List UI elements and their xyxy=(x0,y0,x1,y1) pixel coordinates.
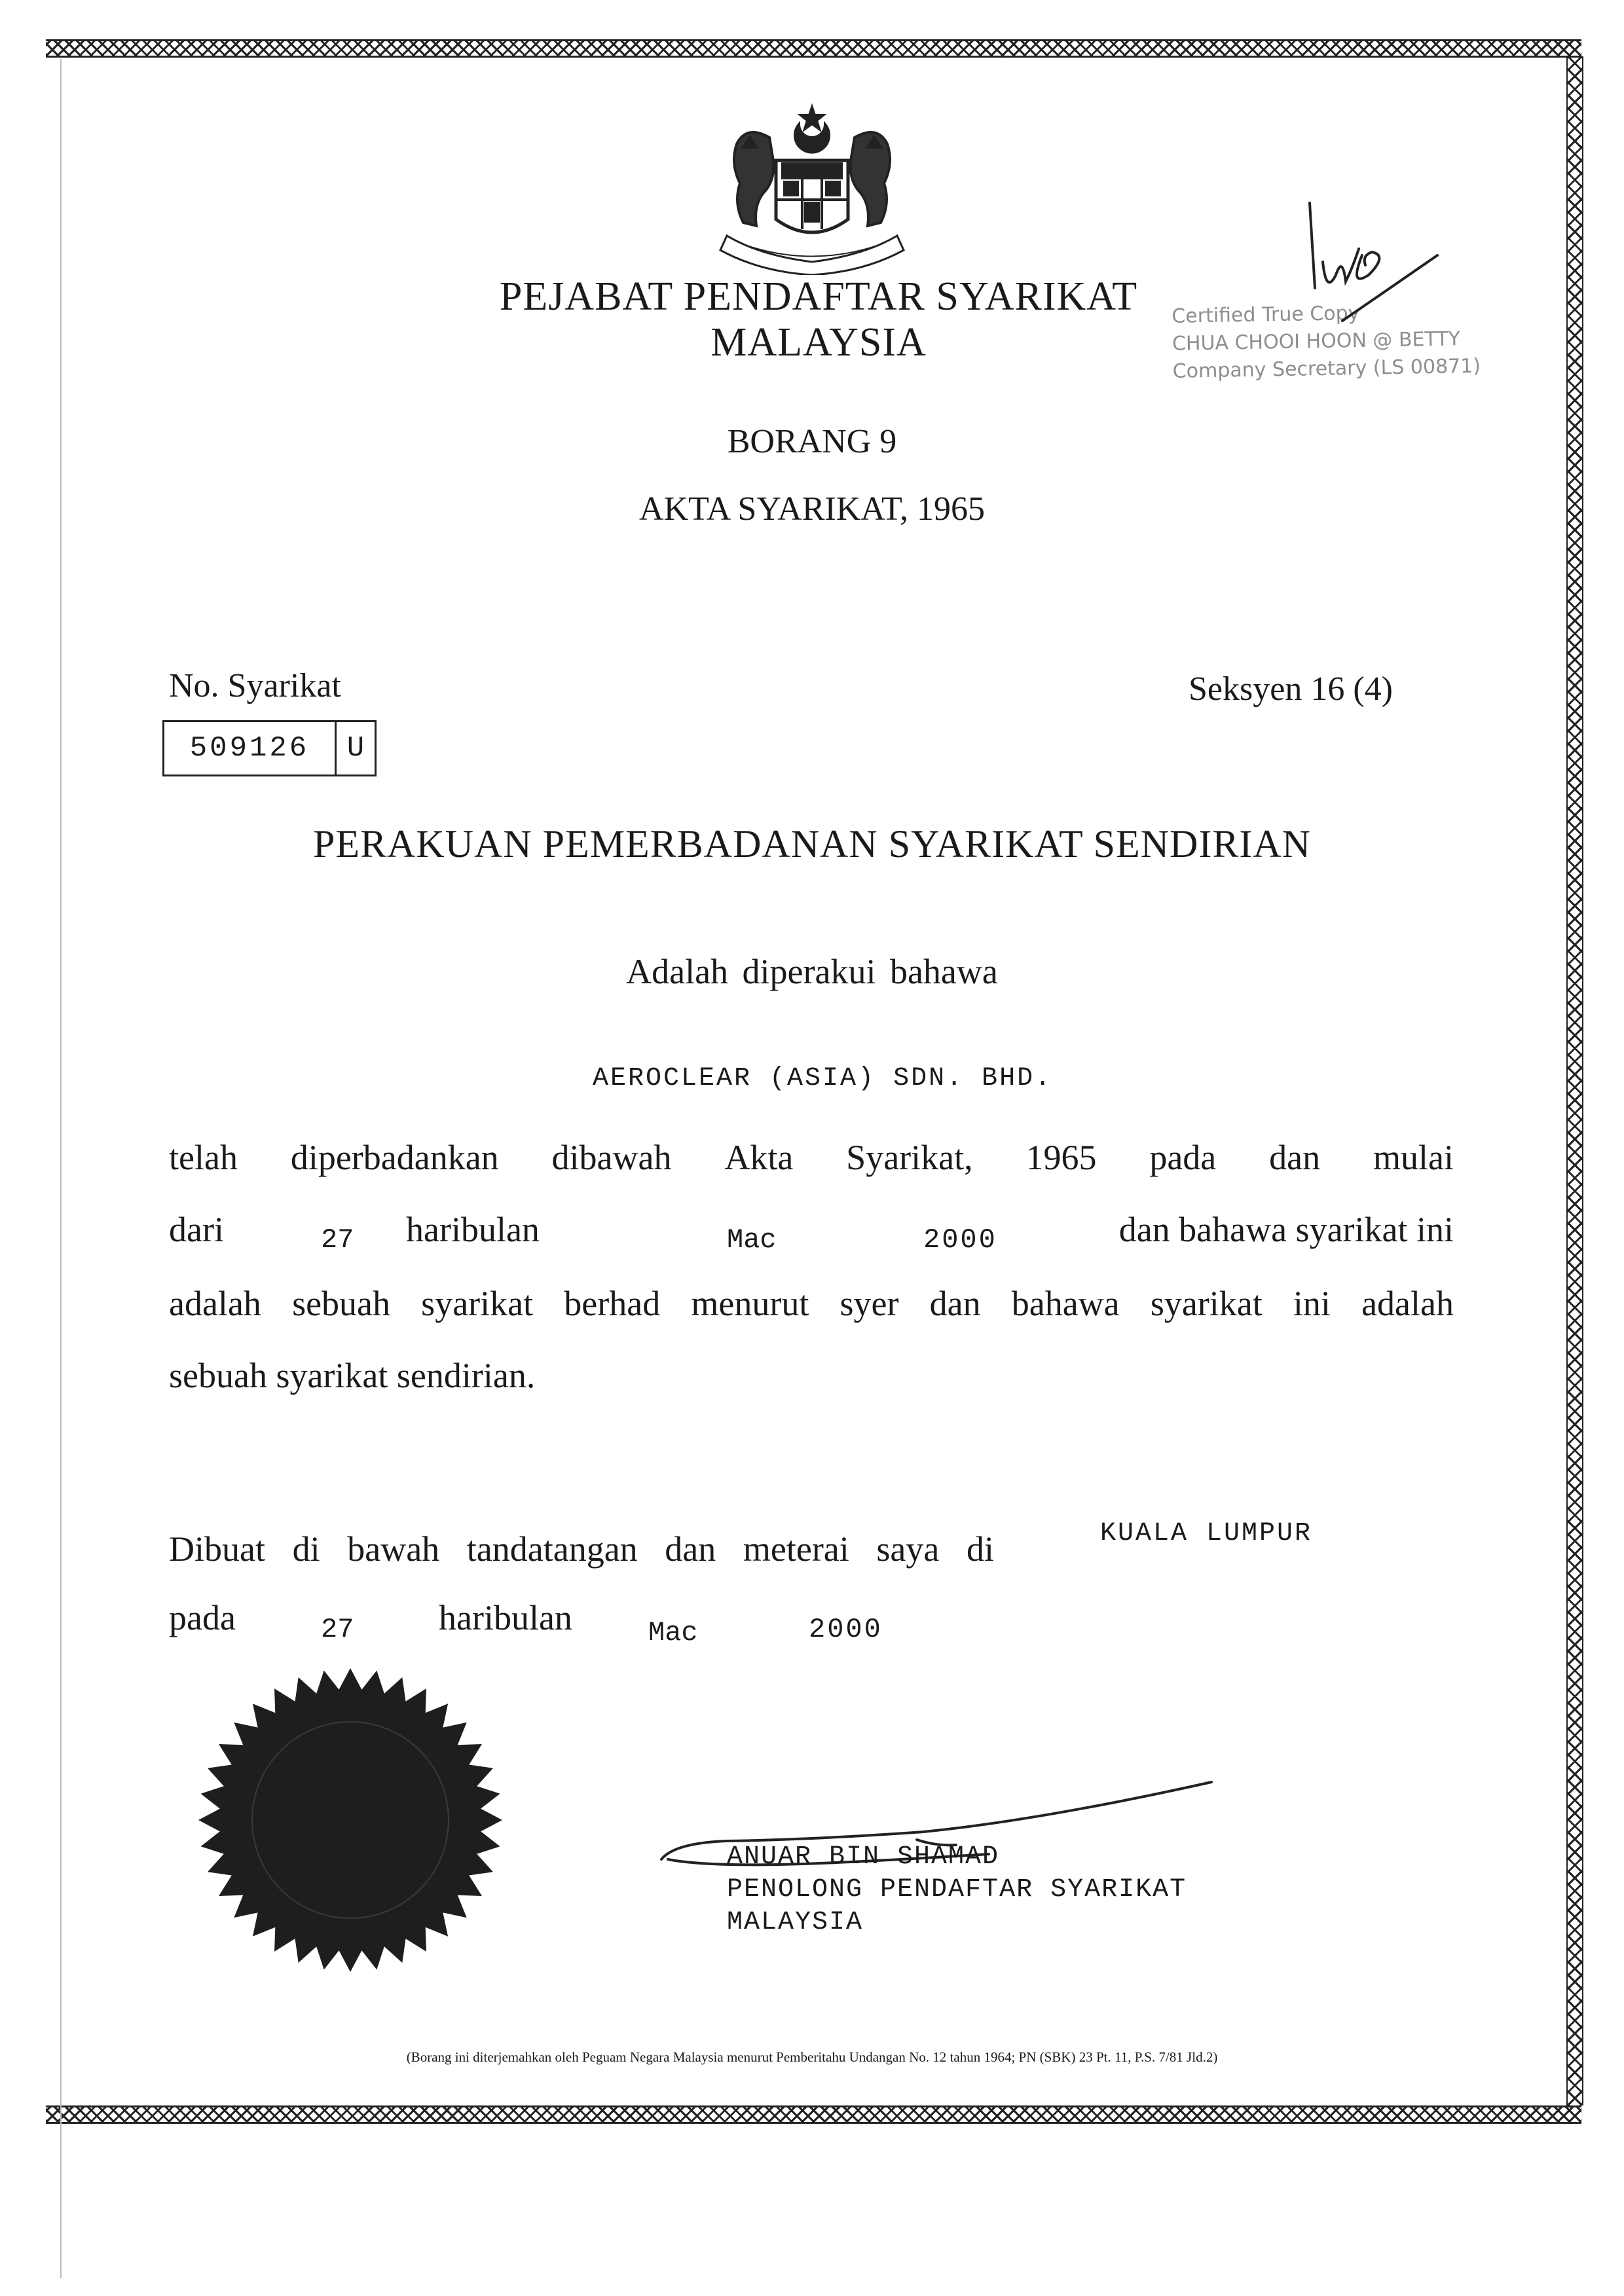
execution-month: Mac xyxy=(648,1617,698,1649)
execution-haribulan: haribulan xyxy=(439,1598,572,1637)
company-name: AEROCLEAR (ASIA) SDN. BHD. xyxy=(593,1064,1053,1093)
top-border xyxy=(46,39,1581,58)
para-word: dan xyxy=(1269,1138,1321,1177)
para-word: 1965 xyxy=(1025,1138,1097,1177)
para-word: mulai xyxy=(1373,1138,1454,1177)
paragraph-line1 xyxy=(169,1137,1454,1178)
footnote: (Borang ini diterjemahkan oleh Peguam Negara Malaysia menurut Pemberitahu Undangan No. 12 tahun 1964; PN (SBK) 23 Pt. 11, P.S. 7/81 Jld.2) xyxy=(406,2049,1218,2065)
office-title xyxy=(485,274,1153,365)
official-seal xyxy=(193,1663,507,1977)
right-border xyxy=(1566,56,1583,2105)
certificate-heading: PERAKUAN PEMERBADANAN SYARIKAT SENDIRIAN xyxy=(312,822,1311,866)
paragraph-line3: adalah sebuah syarikat berhad menurut syer dan bahawa syarikat ini adalah xyxy=(169,1284,1454,1323)
office-title-line1: PEJABAT PENDAFTAR SYARIKAT xyxy=(499,274,1138,319)
company-no-label: No. Syarikat xyxy=(169,667,341,704)
execution-place: KUALA LUMPUR xyxy=(1100,1519,1313,1548)
para-word: Syarikat, xyxy=(846,1138,973,1177)
incorporation-day: 27 xyxy=(321,1224,354,1256)
coat-of-arms-emblem xyxy=(707,98,917,275)
para-word: Akta xyxy=(724,1138,794,1177)
left-edge-line xyxy=(60,59,62,2278)
execution-text: Dibuat di bawah tandatangan dan meterai saya di xyxy=(169,1529,994,1569)
company-number-suffix: U xyxy=(346,732,365,765)
para-dari: dari xyxy=(169,1210,224,1249)
para-word: dibawah xyxy=(551,1138,672,1177)
execution-day: 27 xyxy=(321,1614,354,1645)
company-number: 509126 xyxy=(164,722,337,774)
bottom-border xyxy=(46,2105,1581,2124)
para-word: pada xyxy=(1149,1138,1217,1177)
section-reference: Seksyen 16 (4) xyxy=(1189,670,1393,708)
stamp-line3: Company Secretary (LS 00871) xyxy=(1172,354,1481,383)
para-word: telah xyxy=(169,1138,238,1177)
incorporation-year: 2000 xyxy=(923,1224,997,1256)
certificate-intro: Adalah diperakui bahawa xyxy=(626,952,998,991)
initials-signature xyxy=(1297,190,1447,334)
act-name: AKTA SYARIKAT, 1965 xyxy=(639,490,985,528)
stamp-line1: Certified True Copy xyxy=(1171,301,1360,328)
signatory-title: PENOLONG PENDAFTAR SYARIKAT xyxy=(727,1875,1187,1904)
office-title-line2: MALAYSIA xyxy=(710,320,927,365)
incorporation-month: Mac xyxy=(727,1224,777,1256)
company-no-box xyxy=(162,720,377,776)
para-word: diperbadankan xyxy=(290,1138,499,1177)
signatory-block xyxy=(727,1841,1187,1939)
signatory-country: MALAYSIA xyxy=(727,1908,864,1937)
form-name: BORANG 9 xyxy=(727,423,897,460)
signatory-name: ANUAR BIN SHAMAD xyxy=(727,1842,1000,1872)
para-line2-rest: dan bahawa syarikat ini xyxy=(1118,1210,1454,1249)
paragraph-line4: sebuah syarikat sendirian. xyxy=(169,1356,536,1395)
para-haribulan: haribulan xyxy=(406,1210,540,1249)
execution-year: 2000 xyxy=(809,1614,883,1645)
execution-pada: pada xyxy=(169,1598,236,1637)
stamp-line2: CHUA CHOOI HOON @ BETTY xyxy=(1172,327,1461,355)
